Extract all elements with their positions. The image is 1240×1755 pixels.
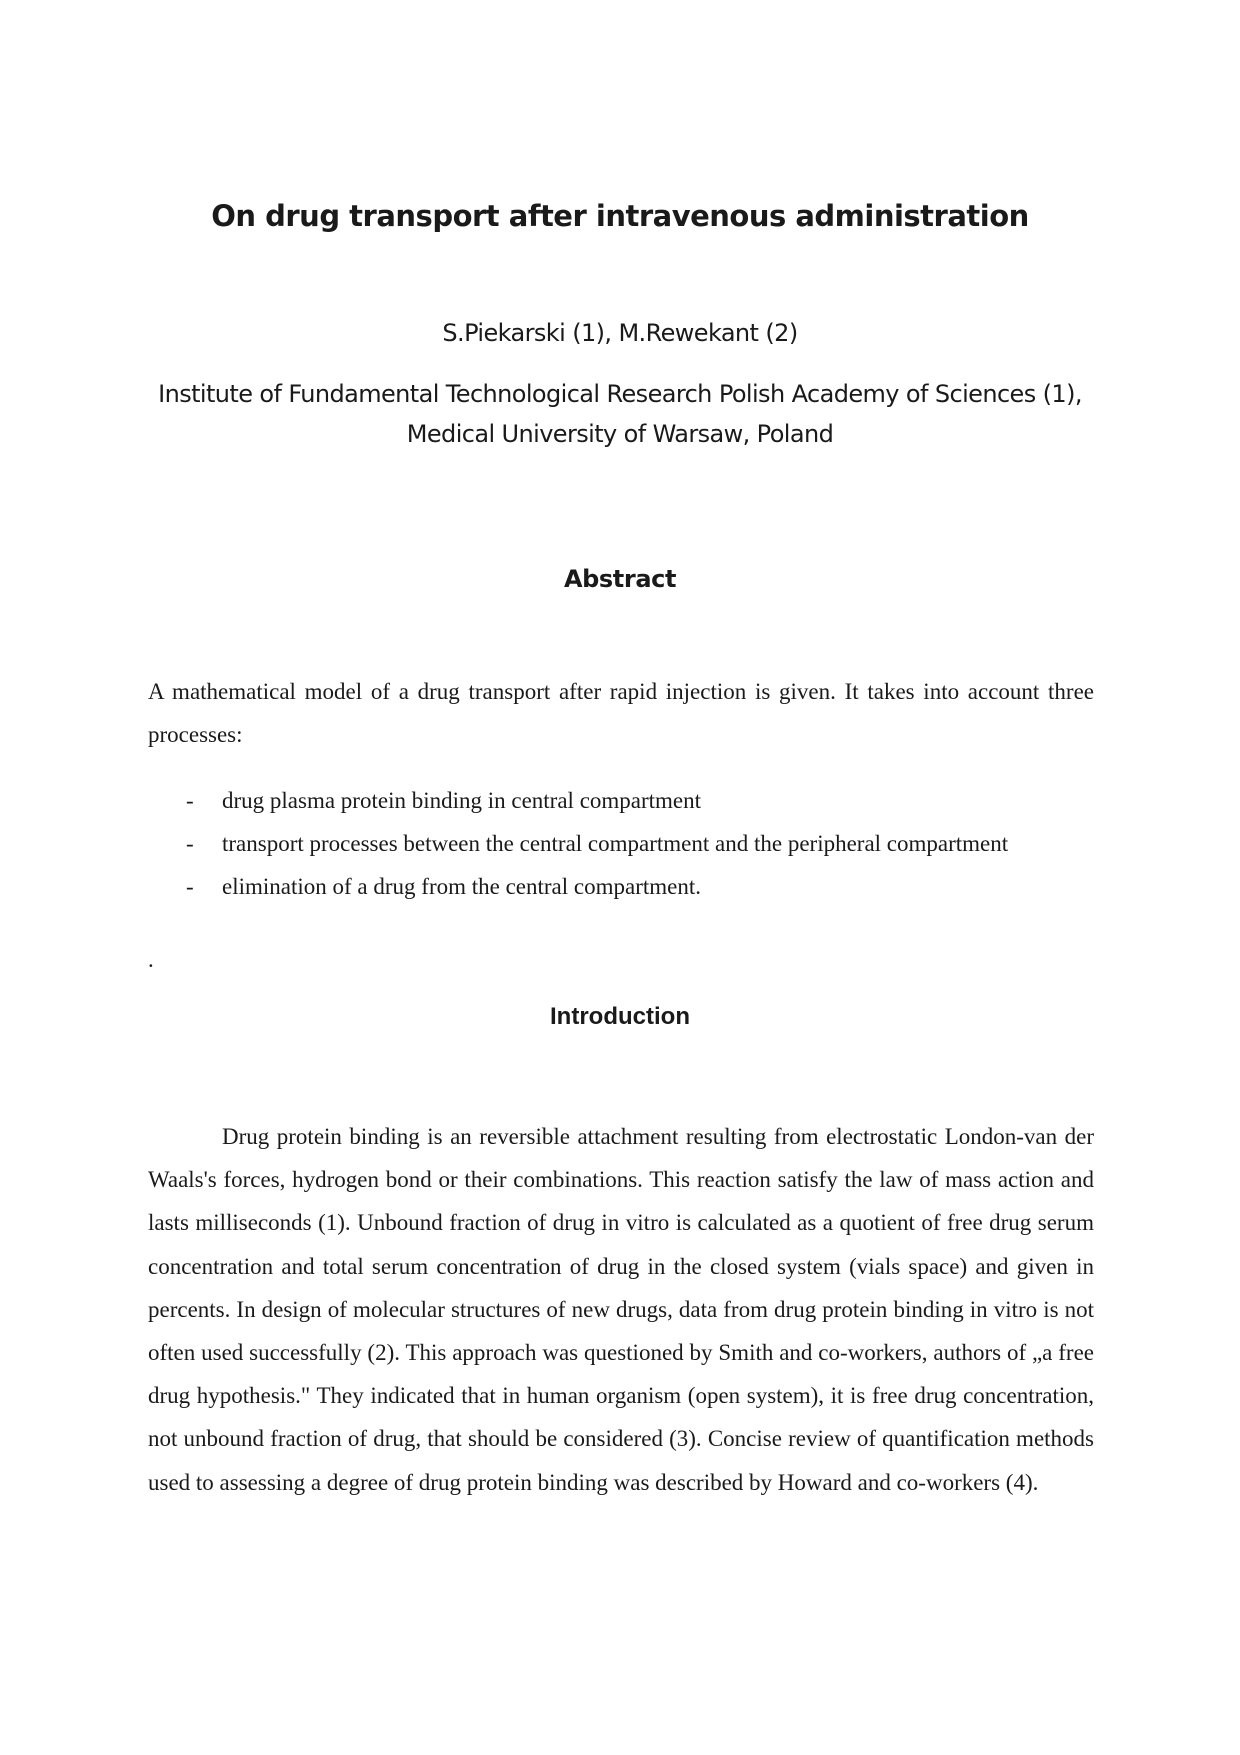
list-item-text: elimination of a drug from the central compartment. xyxy=(222,874,702,899)
list-dash: - xyxy=(186,831,194,856)
list-item-text: drug plasma protein binding in central compartment xyxy=(222,788,702,813)
abstract-heading: Abstract xyxy=(563,565,677,593)
abstract-text: A mathematical model of a drug transport after rapid injection is given. It takes into account three processes: xyxy=(148,679,1094,747)
list-dash: - xyxy=(186,874,194,899)
paper-affiliation: Institute of Fundamental Technological Research Polish Academy of Sciences (1), Medical University of Warsaw, Poland xyxy=(158,380,1082,448)
list-item-text: transport processes between the central compartment and the peripheral compartment xyxy=(222,831,1009,856)
list-item xyxy=(148,822,1094,865)
list-item xyxy=(148,865,1094,908)
stray-period: . xyxy=(148,947,154,972)
list-dash: - xyxy=(186,788,194,813)
paper-title: On drug transport after intravenous administration xyxy=(211,199,1029,233)
list-item xyxy=(148,779,1094,822)
introduction-heading: Introduction xyxy=(550,1003,690,1030)
introduction-paragraph: Drug protein binding is an reversible attachment resulting from electrostatic London-van der Waals's forces, hydrogen bond or their combinations. This reaction satisfy the law of mass action and lasts milliseconds (1). Unbound fraction of drug in vitro is calculated as a quotient of free drug serum concentration and total serum concentration of drug in the closed system (vials space) and given in percents. In design of molecular structures of new drugs, data from drug protein binding in vitro is not often used successfully (2). This approach was questioned by Smith and co-workers, authors of „a free drug hypothesis." They indicated that in human organism (open system), it is free drug concentration, not unbound fraction of drug, that should be considered (3). Concise review of quantification methods used to assessing a degree of drug protein binding was described by Howard and co-workers (4). xyxy=(148,1124,1094,1495)
paper-authors: S.Piekarski (1), M.Rewekant (2) xyxy=(442,319,798,347)
process-list xyxy=(148,779,1094,908)
